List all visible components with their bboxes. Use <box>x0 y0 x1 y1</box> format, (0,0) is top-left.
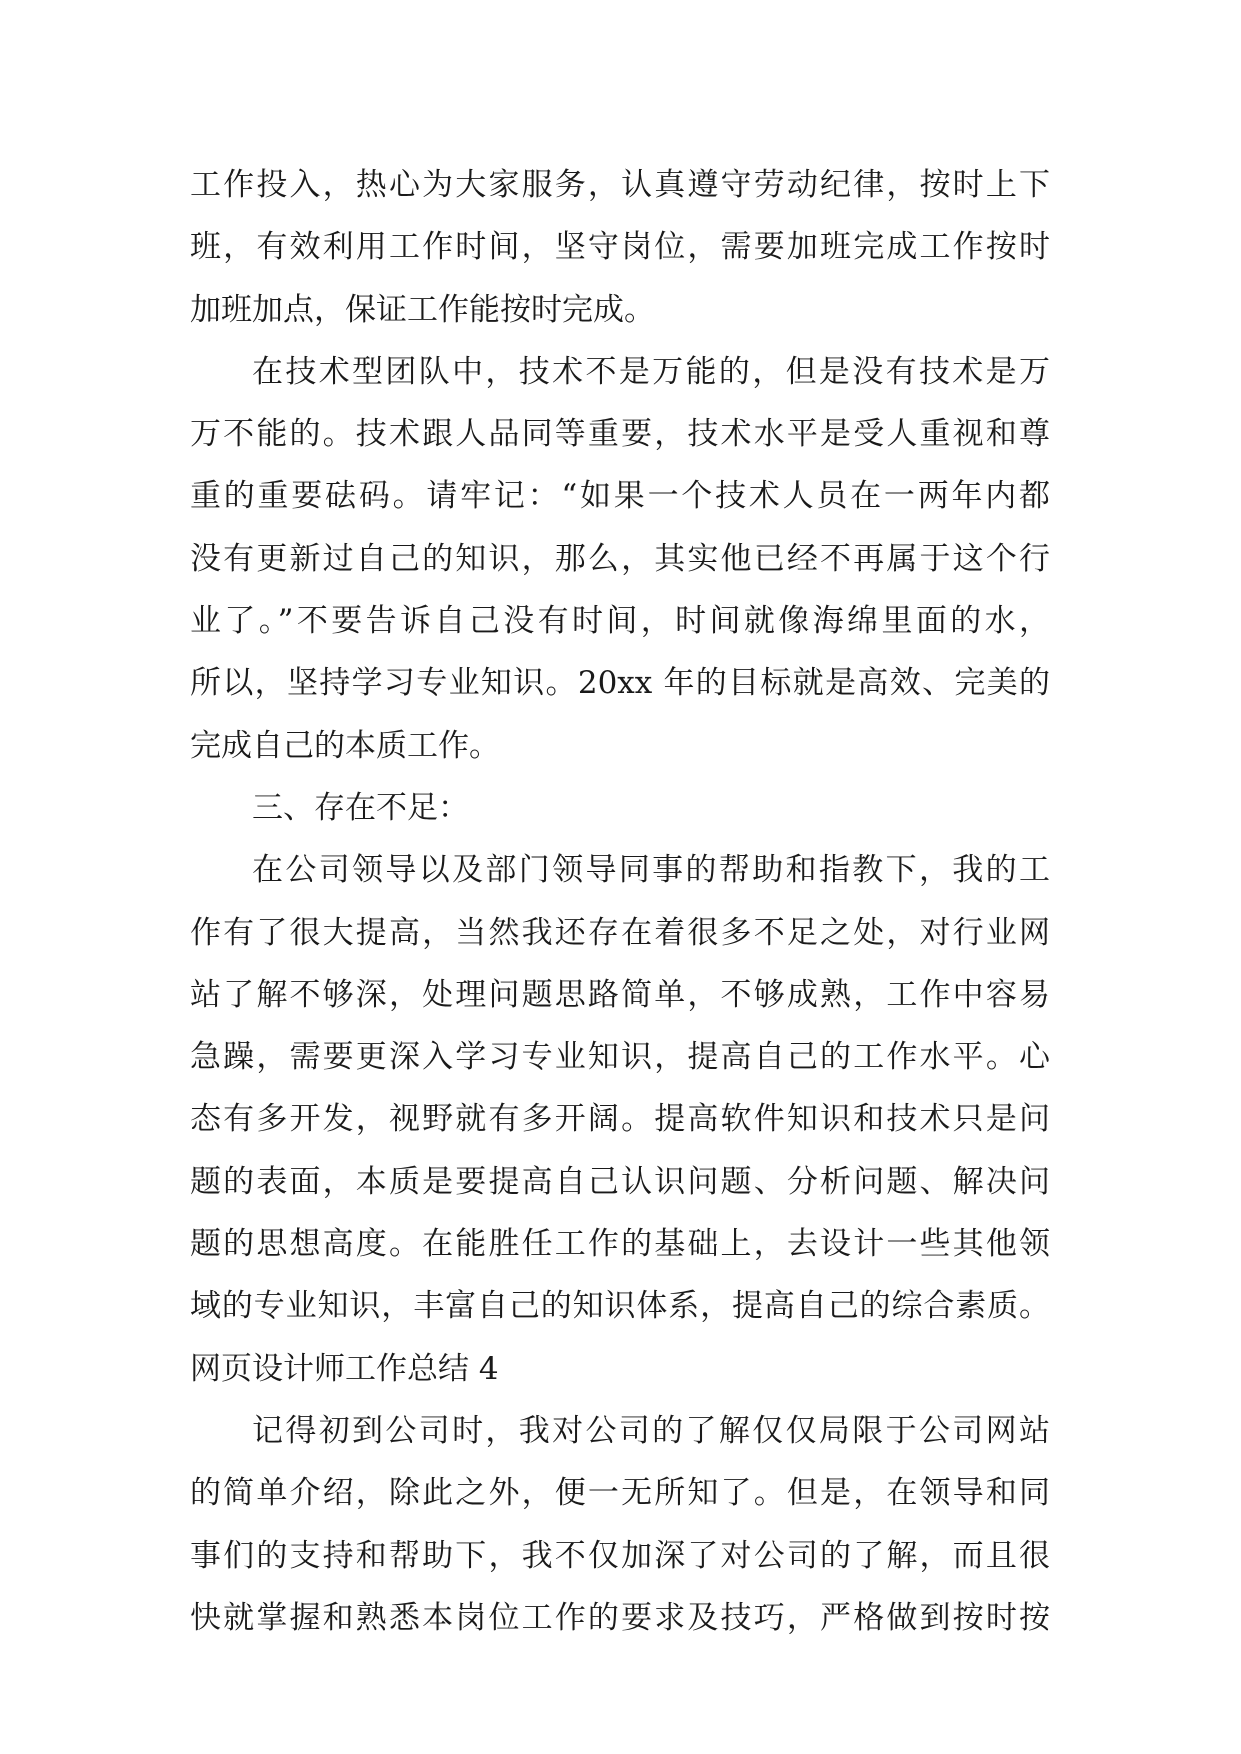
section-heading: 三、存在不足： <box>252 789 469 826</box>
text-line: 题的思想高度。在能胜任工作的基础上，去设计一些其他领 <box>190 1226 1050 1263</box>
text-line: 完成自己的本质工作。 <box>190 727 500 764</box>
text-line: 业了。”不要告诉自己没有时间，时间就像海绵里面的水， <box>190 603 1050 640</box>
text-line: 域的专业知识，丰富自己的知识体系，提高自己的综合素质。 <box>190 1288 1050 1325</box>
text-line: 班，有效利用工作时间，坚守岗位，需要加班完成工作按时 <box>190 229 1050 266</box>
text-line: 急躁，需要更深入学习专业知识，提高自己的工作水平。心 <box>190 1039 1050 1076</box>
text-line: 快就掌握和熟悉本岗位工作的要求及技巧，严格做到按时按 <box>190 1599 1050 1636</box>
document-subtitle: 网页设计师工作总结 4 <box>190 1350 499 1387</box>
text-line: 万不能的。技术跟人品同等重要，技术水平是受人重视和尊 <box>190 416 1050 453</box>
text-line: 站了解不够深，处理问题思路简单，不够成熟，工作中容易 <box>190 976 1050 1013</box>
text-line: 没有更新过自己的知识，那么，其实他已经不再属于这个行 <box>190 540 1050 577</box>
paragraph-first-line: 在技术型团队中，技术不是万能的，但是没有技术是万 <box>252 353 1050 390</box>
paragraph-first-line: 在公司领导以及部门领导同事的帮助和指教下，我的工 <box>252 852 1050 889</box>
text-line: 加班加点，保证工作能按时完成。 <box>190 291 655 328</box>
paragraph-first-line: 记得初到公司时，我对公司的了解仅仅局限于公司网站 <box>252 1412 1050 1449</box>
text-line: 题的表面，本质是要提高自己认识问题、分析问题、解决问 <box>190 1163 1050 1200</box>
text-line: 重的重要砝码。请牢记：“如果一个技术人员在一两年内都 <box>190 478 1050 515</box>
text-line: 工作投入，热心为大家服务，认真遵守劳动纪律，按时上下 <box>190 167 1050 203</box>
text-line: 的简单介绍，除此之外，便一无所知了。但是，在领导和同 <box>190 1475 1050 1512</box>
body-text <box>190 154 1050 1649</box>
text-line: 事们的支持和帮助下，我不仅加深了对公司的了解，而且很 <box>190 1537 1050 1574</box>
text-line: 所以，坚持学习专业知识。20xx 年的目标就是高效、完美的 <box>190 665 1050 702</box>
text-line: 作有了很大提高，当然我还存在着很多不足之处，对行业网 <box>190 914 1050 951</box>
text-line: 态有多开发，视野就有多开阔。提高软件知识和技术只是问 <box>190 1101 1050 1138</box>
